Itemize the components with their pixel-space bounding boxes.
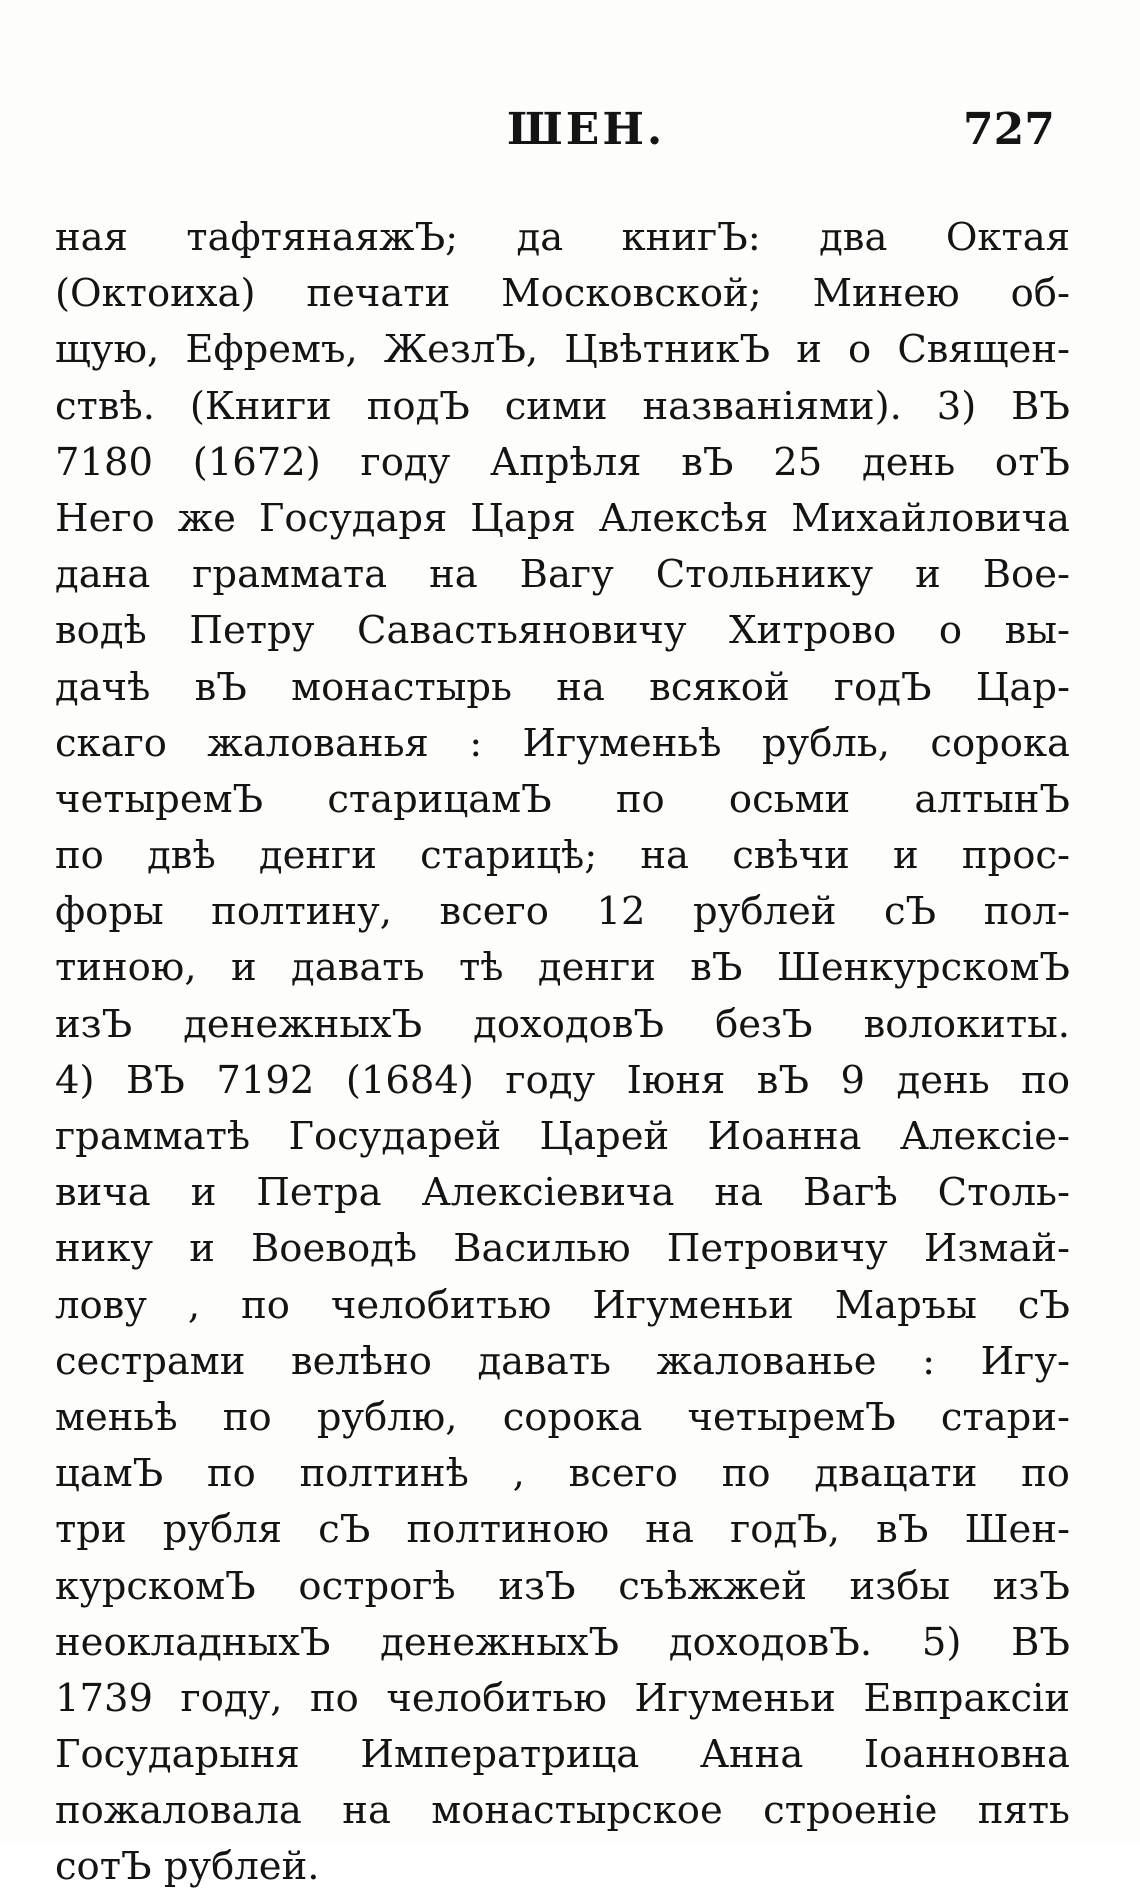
text-line: цамЪ по полтинѣ , всего по двацати по bbox=[55, 1451, 1070, 1497]
text-line: по двѣ денги старицѣ; на свѣчи и прос- bbox=[55, 833, 1070, 879]
text-line: скаго жалованья : Игуменьѣ рубль, сорока bbox=[55, 720, 1070, 766]
text-line: меньѣ по рублю, сорока четыремЪ стари- bbox=[55, 1394, 1070, 1440]
text-line: водѣ Петру Савастьяновичу Хитрово о вы- bbox=[55, 608, 1070, 654]
text-line: ная тафтянаяжЪ; да книгЪ: два Октая bbox=[55, 215, 1070, 260]
text-line: пожаловала на монастырское строенiе пять bbox=[55, 1788, 1070, 1834]
text-line: неокладныхЪ денежныхЪ доходовЪ. 5) ВЪ bbox=[55, 1619, 1070, 1665]
body-text bbox=[55, 210, 1070, 1896]
running-title: ШЕН. bbox=[507, 104, 666, 155]
text-line: тиною, и давать тѣ денги вЪ ШенкурскомЪ bbox=[55, 945, 1070, 991]
text-line: 1739 году, по челобитью Игуменьи Евпрaксiи bbox=[55, 1675, 1070, 1721]
text-line: вича и Петра Алексiевича на Вагѣ Столь- bbox=[55, 1170, 1070, 1216]
text-line: 7180 (1672) году Апрѣля вЪ 25 день отЪ bbox=[55, 439, 1070, 485]
text-line: изЪ денежныхЪ доходовЪ безЪ волокиты. bbox=[55, 1001, 1070, 1047]
text-line: Государыня Императрица Анна Iоанновна bbox=[55, 1732, 1070, 1778]
text-line: дачѣ вЪ монастырь на всякой годЪ Цар- bbox=[55, 664, 1070, 710]
text-line: нику и Воеводѣ Василью Петровичу Измай- bbox=[55, 1226, 1070, 1272]
running-head bbox=[0, 104, 1140, 164]
text-line: сотЪ рублей. bbox=[55, 1844, 320, 1890]
text-line: форы полтину, всего 12 рублей сЪ пол- bbox=[55, 889, 1070, 935]
text-line: (Октоиха) печати Московской; Минею об- bbox=[55, 271, 1070, 317]
text-line: четыремЪ старицамЪ по осьми алтынЪ bbox=[55, 776, 1070, 822]
page-number: 727 bbox=[963, 104, 1055, 155]
text-line: грамматѣ Государей Царей Иоанна Алексiе- bbox=[55, 1114, 1070, 1159]
text-line: сестрами велѣно давать жалованье : Игу- bbox=[55, 1338, 1070, 1384]
text-line: дана граммата на Вагу Стольнику и Вое- bbox=[55, 552, 1070, 598]
text-line: ствѣ. (Книги подЪ сими названiями). 3) ВЪ bbox=[55, 383, 1070, 429]
text-line: 4) ВЪ 7192 (1684) году Iюня вЪ 9 день по bbox=[55, 1057, 1070, 1103]
text-line: Него же Государя Царя Алексѣя Михайловича bbox=[55, 495, 1070, 541]
text-line: лову , по челобитью Игуменьи Маръы сЪ bbox=[55, 1282, 1070, 1328]
text-line: три рубля сЪ полтиною на годЪ, вЪ Шен- bbox=[55, 1507, 1070, 1553]
text-line: курскомЪ острогѣ изЪ съѣжжей избы изЪ bbox=[55, 1563, 1070, 1609]
text-line: щую, Ефремъ, ЖезлЪ, ЦвѣтникЪ и о Священ- bbox=[55, 327, 1070, 373]
